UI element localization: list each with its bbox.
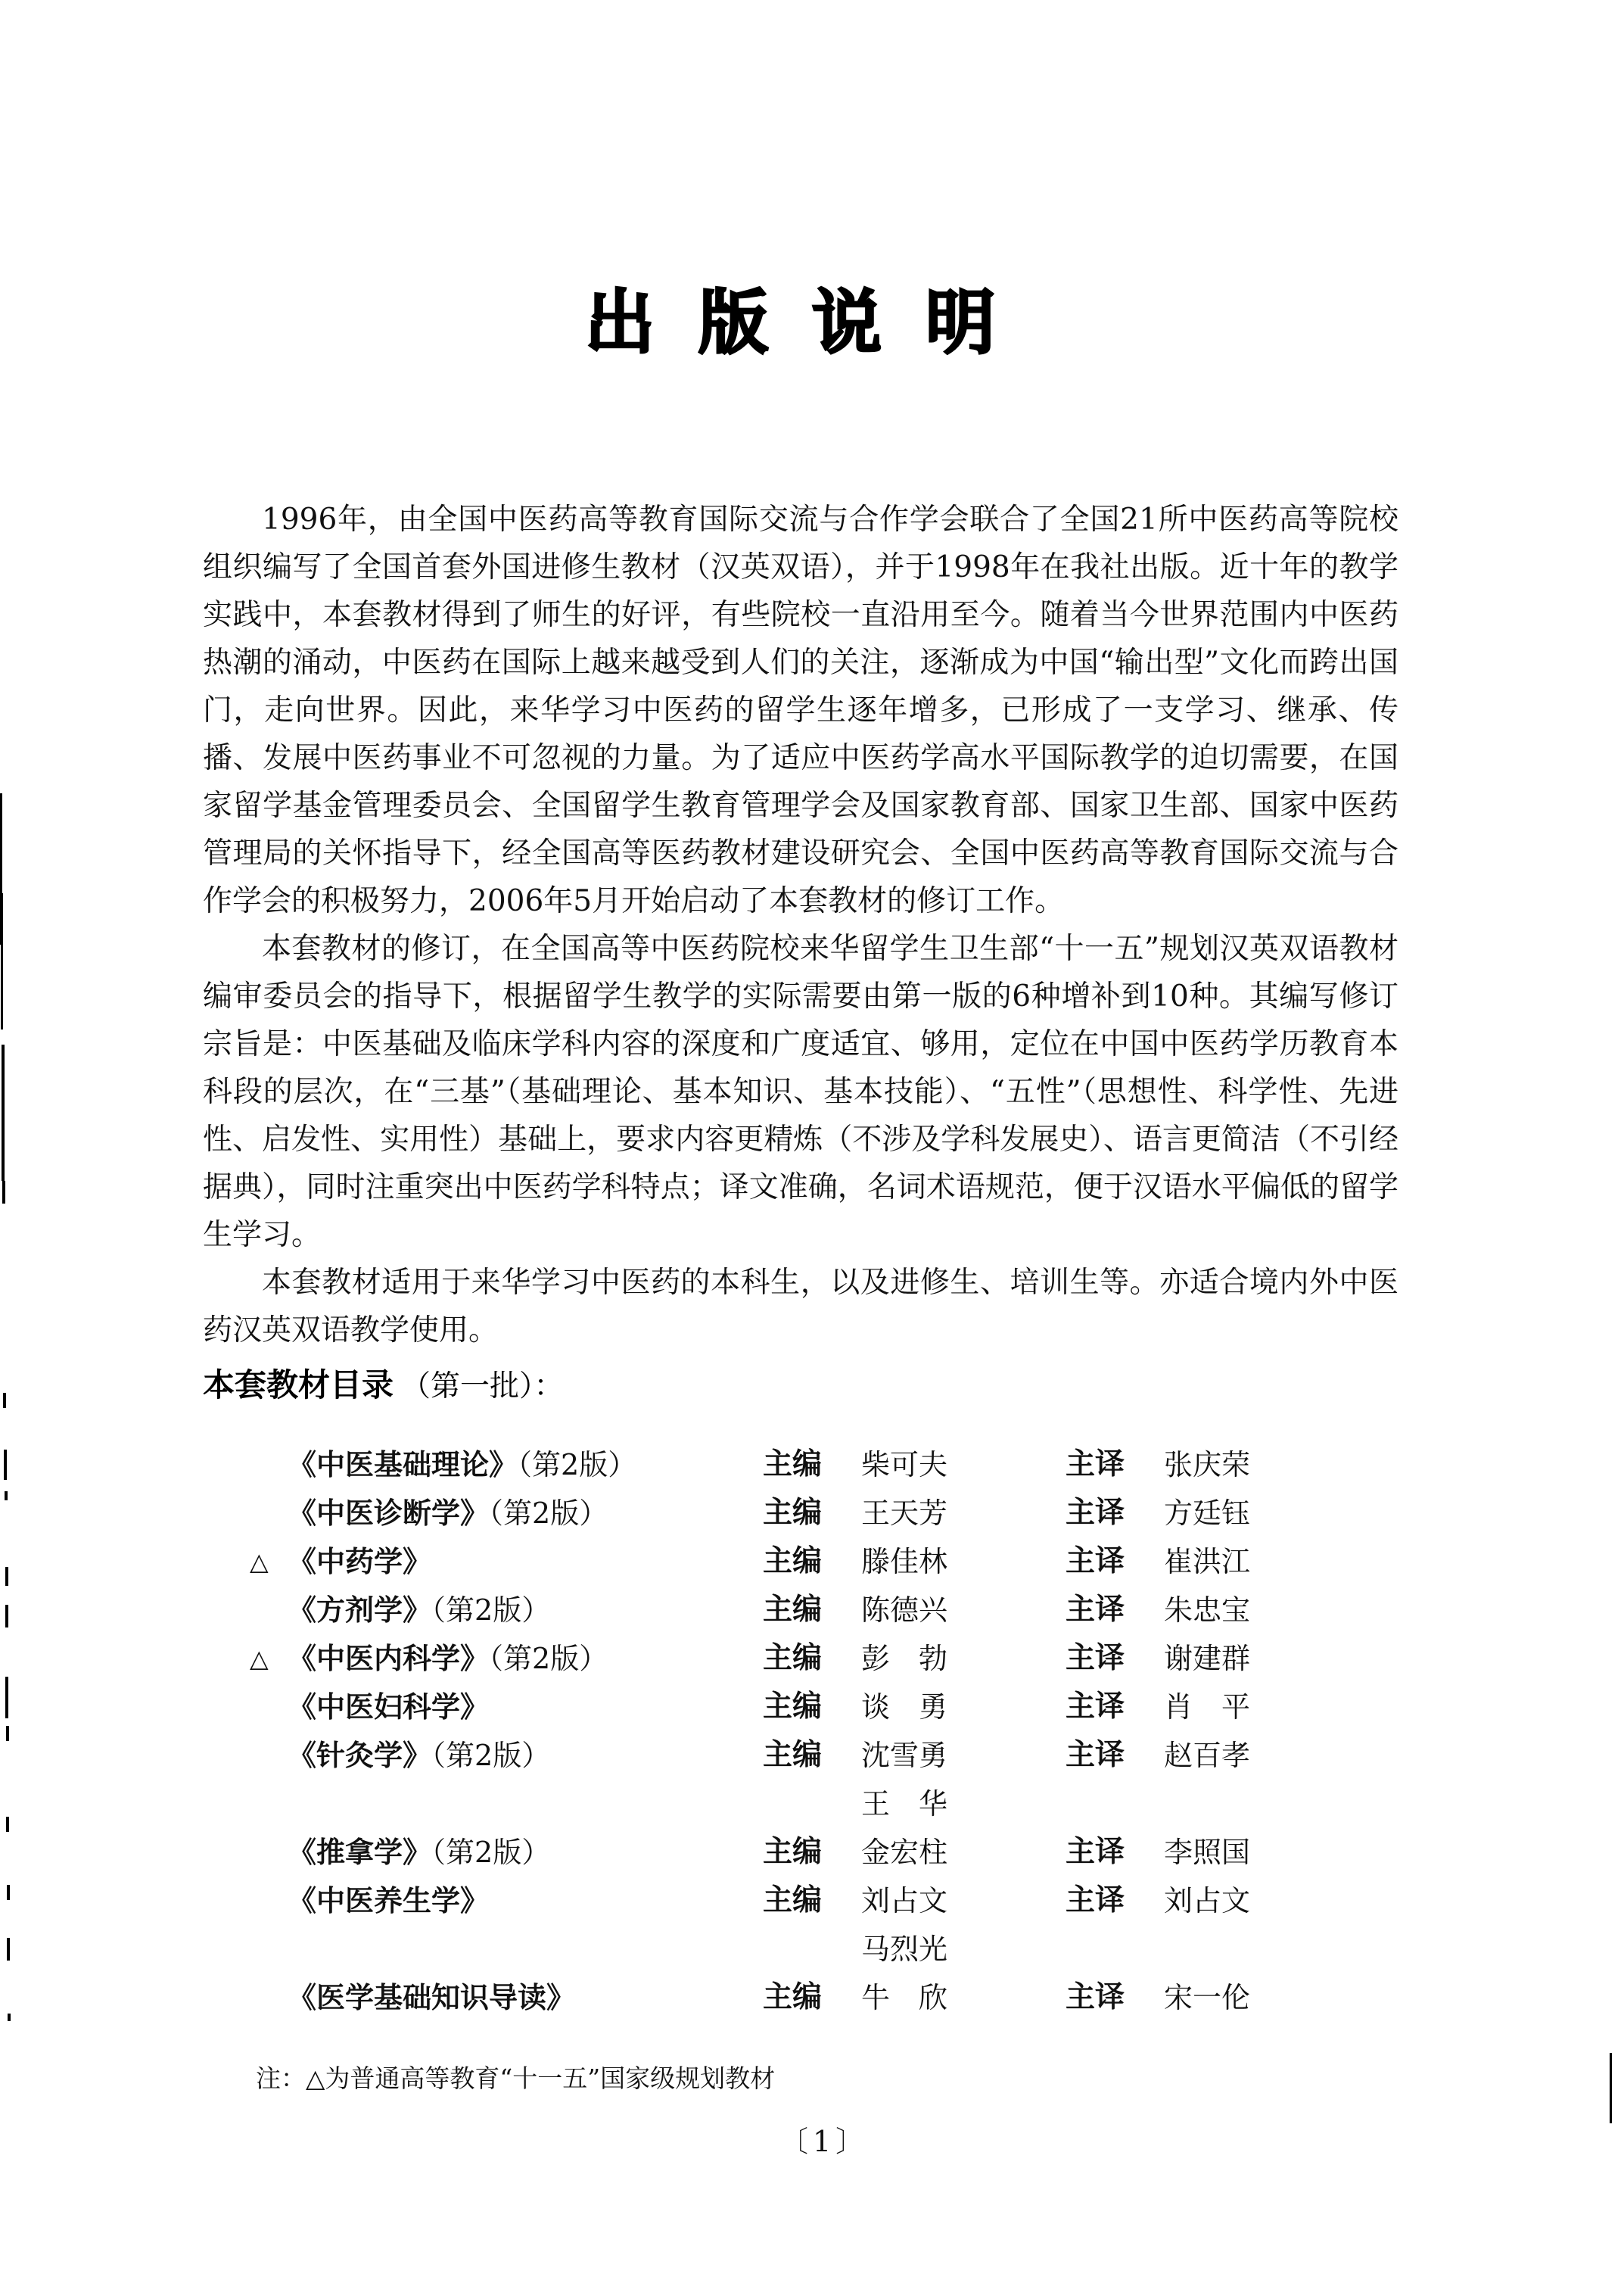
translator-label: 主译 [1066,1641,1125,1675]
book-title: 《中医养生学》 [288,1883,490,1917]
scan-edge-mark-left [3,1393,6,1408]
book-title: 《中药学》 [288,1544,432,1578]
page-number: 〔1〕 [779,2125,870,2158]
book-row [250,1683,1324,1731]
translator-name: 赵百孝 [1164,1739,1251,1772]
book-title: 《中医内科学》（第2版） [288,1641,608,1675]
body-text [203,496,1398,1354]
scan-edge-mark-left [5,1567,8,1586]
scan-edge-mark-left [5,1677,8,1718]
footnote: 注：△为普通高等教育“十一五”国家级规划教材 [256,2064,776,2093]
scan-edge-mark-left [5,1605,8,1627]
translator-name: 刘占文 [1164,1884,1251,1917]
scan-edge-mark-left [5,1491,8,1500]
editor-names: 金宏柱 [861,1836,948,1869]
editor-label: 主编 [763,1496,823,1530]
translator-name: 宋一伦 [1164,1981,1251,2014]
book-row [250,1586,1324,1634]
editor-names: 王天芳 [861,1497,948,1530]
editor-label: 主编 [763,1835,823,1869]
translator-label: 主译 [1066,1496,1125,1530]
editor-names: 刘占文 马烈光 [861,1884,948,1966]
translator-name: 李照国 [1164,1836,1251,1869]
editor-label: 主编 [763,1883,823,1917]
scan-edge-mark-left [7,1938,10,1961]
book-title: 《方剂学》（第2版） [288,1593,551,1627]
translator-label: 主译 [1066,1738,1125,1772]
editor-label: 主编 [763,1690,823,1724]
scan-edge-mark-left [6,1817,9,1832]
book-list-heading [203,1363,564,1409]
book-row [250,1828,1324,1877]
book-title: 《中医妇科学》 [288,1690,490,1724]
editor-names: 沈雪勇 王 华 [861,1739,948,1821]
book-list-heading-main: 本套教材目录 [203,1366,394,1403]
editor-names: 陈德兴 [861,1593,948,1627]
editor-names: 彭 勃 [861,1642,948,1675]
book-row [250,1489,1324,1537]
translator-label: 主译 [1066,1544,1125,1578]
book-row [250,1634,1324,1683]
editor-names: 谈 勇 [861,1690,948,1724]
editor-label: 主编 [763,1738,823,1772]
scan-edge-mark-left [2,1045,5,1181]
editor-names: 柴可夫 [861,1448,948,1481]
book-row [250,1441,1324,1489]
editor-label: 主编 [763,1447,823,1481]
editor-label: 主编 [763,1593,823,1627]
translator-name: 张庆荣 [1164,1448,1251,1481]
scan-edge-mark-left [1,893,3,1029]
editor-label: 主编 [763,1544,823,1578]
translator-label: 主译 [1066,1883,1125,1917]
scan-edge-mark-left [6,1726,9,1741]
scan-edge-mark-left [8,2014,11,2021]
scan-edge-mark-left [4,1450,7,1480]
book-list [250,1441,1324,2022]
page-title: 出版说明 [584,282,1039,363]
translator-label: 主译 [1066,1690,1125,1724]
scan-edge-mark-right [1610,2053,1612,2123]
national-plan-mark: △ [250,1547,269,1576]
translator-name: 肖 平 [1164,1690,1251,1724]
translator-name: 方廷钰 [1164,1497,1251,1530]
translator-label: 主译 [1066,1980,1125,2014]
book-row [250,1973,1324,2022]
translator-name: 谢建群 [1164,1642,1251,1675]
book-title: 《医学基础知识导读》 [288,1980,576,2014]
translator-label: 主译 [1066,1593,1125,1627]
paragraph: 1996年，由全国中医药高等教育国际交流与合作学会联合了全国21所中医药高等院校组织编写了全国首套外国进修生教材（汉英双语），并于1998年在我社出版。近十年的教学实践中，本套教材得到了师生的好评，有些院校一直沿用至今。随着当今世界范围内中医药热潮的涌动，中医药在国际上越来越受到人们的关注，逐渐成为中国“输出型”文化而跨出国门，走向世界。因此，来华学习中医药的留学生逐年增多，已形成了一支学习、继承、传播、发展中医药事业不可忽视的力量。为了适应中医药学高水平国际教学的迫切需要，在国家留学基金管理委员会、全国留学生教育管理学会及国家教育部、国家卫生部、国家中医药管理局的关怀指导下，经全国高等医药教材建设研究会、全国中医药高等教育国际交流与合作学会的积极努力，2006年5月开始启动了本套教材的修订工作。 [203,503,1398,918]
translator-label: 主译 [1066,1447,1125,1481]
book-row [250,1877,1324,1973]
scan-edge-mark-left [7,1885,10,1900]
book-row [250,1537,1324,1586]
national-plan-mark: △ [250,1644,269,1673]
book-title: 《针灸学》（第2版） [288,1738,551,1772]
paragraph: 本套教材适用于来华学习中医药的本科生，以及进修生、培训生等。亦适合境内外中医药汉英双语教学使用。 [203,1266,1398,1347]
translator-name: 崔洪江 [1164,1545,1251,1578]
editor-label: 主编 [763,1641,823,1675]
editor-names: 牛 欣 [861,1981,948,2014]
book-title: 《中医诊断学》（第2版） [288,1496,608,1530]
paragraph: 本套教材的修订，在全国高等中医药院校来华留学生卫生部“十一五”规划汉英双语教材编审委员会的指导下，根据留学生教学的实际需要由第一版的6种增补到10种。其编写修订宗旨是：中医基础及临床学科内容的深度和广度适宜、够用，定位在中国中医药学历教育本科段的层次，在“三基”（基础理论、基本知识、基本技能）、“五性”（思想性、科学性、先进性、启发性、实用性）基础上，要求内容更精炼（不涉及学科发展史）、语言更简洁（不引经据典），同时注重突出中医药学科特点；译文准确，名词术语规范，便于汉语水平偏低的留学生学习。 [203,932,1398,1252]
translator-name: 朱忠宝 [1164,1593,1251,1627]
book-title: 《推拿学》（第2版） [288,1835,551,1869]
book-title: 《中医基础理论》（第2版） [288,1447,637,1481]
book-row [250,1731,1324,1828]
editor-names: 滕佳林 [861,1545,948,1578]
scan-edge-mark-left [2,1181,5,1204]
editor-label: 主编 [763,1980,823,2014]
translator-label: 主译 [1066,1835,1125,1869]
book-list-heading-sub: （第一批）： [401,1369,564,1403]
